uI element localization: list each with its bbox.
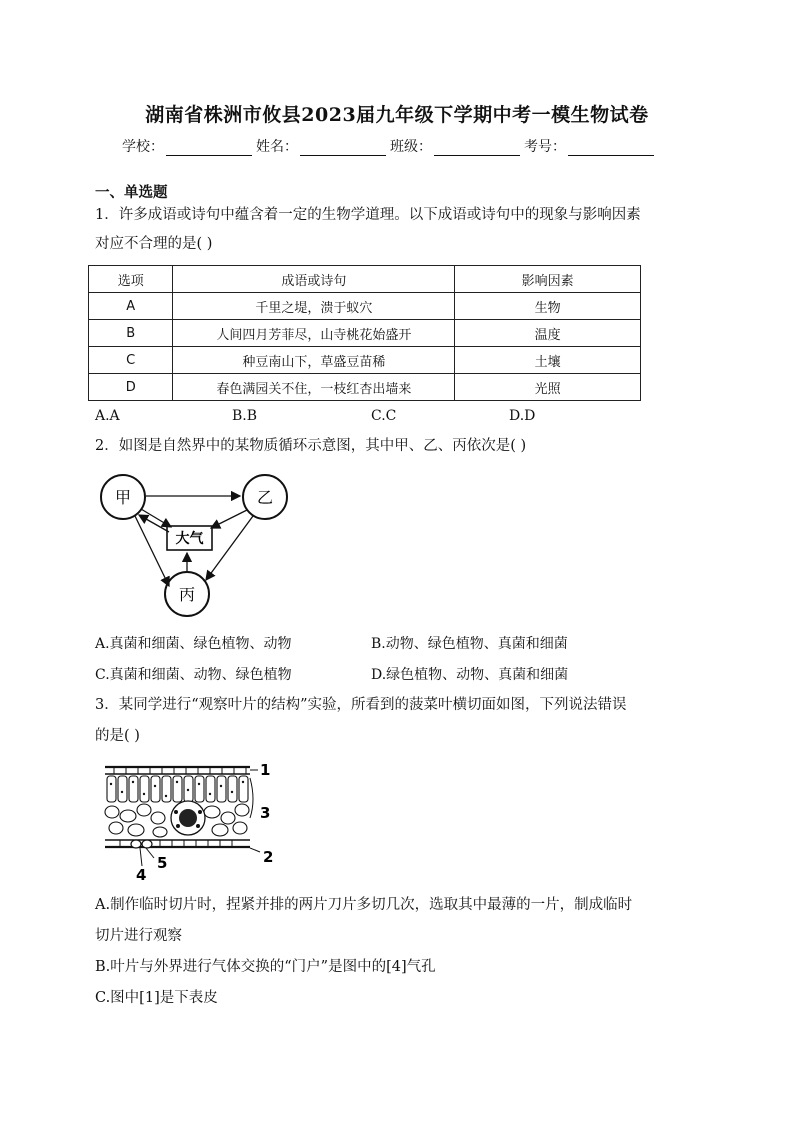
school-label: 学校： (122, 139, 164, 155)
q3-stem-line2: 的是( ) (95, 728, 140, 744)
school-blank[interactable] (166, 140, 252, 156)
label-1: 1 (260, 761, 271, 779)
table-row (89, 374, 641, 401)
table-cell: A (89, 293, 173, 320)
q2-choice-c[interactable]: C.真菌和细菌、动物、绿色植物 (95, 667, 292, 683)
name-blank[interactable] (300, 140, 386, 156)
node-yi-label: 乙 (256, 488, 274, 507)
table-cell: C (89, 347, 173, 374)
table-header-row (89, 266, 641, 293)
q1-choice-c[interactable]: C.C (371, 408, 397, 424)
q3-choice-b[interactable]: B.叶片与外界进行气体交换的“门户”是图中的[4]气孔 (95, 959, 436, 975)
table-cell: 光照 (455, 374, 641, 401)
atmosphere-label: 大气 (175, 531, 204, 547)
table-header-cell: 影响因素 (455, 266, 641, 293)
table-header-cell: 成语或诗句 (173, 266, 455, 293)
node-jia-label: 甲 (114, 488, 132, 507)
q3-stem-line1: 3．某同学进行“观察叶片的结构”实验，所看到的菠菜叶横切面如图，下列说法错误 (95, 697, 627, 713)
arrow-jia-to-bing (135, 516, 169, 586)
label-3: 3 (260, 804, 271, 822)
label-4: 4 (136, 866, 147, 884)
table-cell: B (89, 320, 173, 347)
arrow-yi-to-bing (206, 516, 253, 580)
page-title: 湖南省株洲市攸县2023届九年级下学期中考一模生物试卷 (145, 104, 649, 126)
q3-choice-c[interactable]: C.图中[1]是下表皮 (95, 990, 218, 1006)
q3-leaf-cross-section (100, 760, 290, 885)
q2-choice-a[interactable]: A.真菌和细菌、绿色植物、动物 (95, 636, 292, 652)
arrow-yi-to-air (211, 510, 247, 528)
table-cell: D (89, 374, 173, 401)
number-blank[interactable] (568, 140, 654, 156)
class-label: 班级： (390, 139, 432, 155)
name-label: 姓名： (256, 139, 298, 155)
number-label: 考号： (524, 139, 566, 155)
table-cell: 人间四月芳菲尽，山寺桃花始盛开 (173, 320, 455, 347)
table-cell: 种豆南山下，草盛豆苗稀 (173, 347, 455, 374)
table-cell: 春色满园关不住，一枝红杏出墙来 (173, 374, 455, 401)
table-row (89, 293, 641, 320)
table-row (89, 320, 641, 347)
table-cell: 温度 (455, 320, 641, 347)
table-cell: 千里之堤，溃于蚁穴 (173, 293, 455, 320)
label-5: 5 (157, 854, 168, 872)
q1-choice-d[interactable]: D.D (509, 408, 536, 424)
table-cell: 土壤 (455, 347, 641, 374)
section-heading: 一、单选题 (95, 184, 168, 201)
q2-choice-b[interactable]: B.动物、绿色植物、真菌和细菌 (371, 636, 568, 652)
class-blank[interactable] (434, 140, 520, 156)
q1-stem-line1: 1．许多成语或诗句中蕴含着一定的生物学道理。以下成语或诗句中的现象与影响因素 (95, 207, 641, 223)
q1-stem-line2: 对应不合理的是( ) (95, 236, 213, 252)
q2-stem: 2．如图是自然界中的某物质循环示意图，其中甲、乙、丙依次是( ) (95, 438, 527, 454)
label-2: 2 (263, 848, 274, 866)
q1-choice-b[interactable]: B.B (232, 408, 258, 424)
q1-choice-a[interactable]: A.A (95, 408, 120, 424)
q1-table (88, 265, 641, 401)
student-info-row (122, 136, 658, 156)
table-header-cell: 选项 (89, 266, 173, 293)
q3-choice-a-line2: 切片进行观察 (95, 928, 182, 944)
q2-choice-d[interactable]: D.绿色植物、动物、真菌和细菌 (371, 667, 569, 683)
table-row (89, 347, 641, 374)
node-bing-label: 丙 (178, 585, 196, 604)
q2-cycle-diagram (95, 470, 300, 620)
q3-choice-a-line1[interactable]: A.制作临时切片时，捏紧并排的两片刀片多切几次，选取其中最薄的一片，制成临时 (95, 897, 633, 913)
table-cell: 生物 (455, 293, 641, 320)
